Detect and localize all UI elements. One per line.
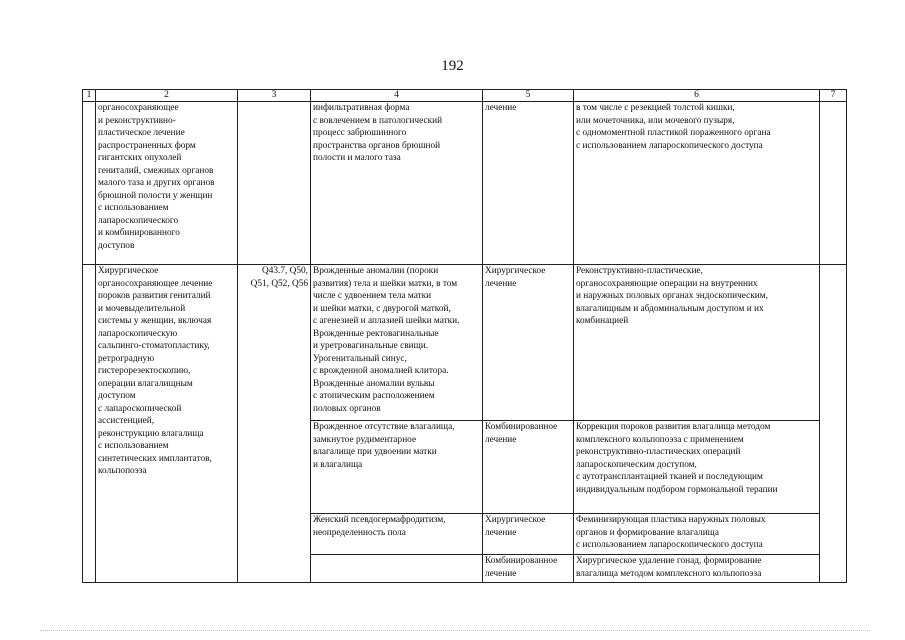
column-number: 7	[820, 90, 847, 102]
page-bottom-divider	[40, 630, 870, 631]
column-number-row	[83, 90, 847, 102]
column-number: 6	[574, 90, 820, 102]
cost-cell	[820, 265, 847, 583]
codes-cell	[238, 102, 311, 265]
treatment-type-cell: Хирургическое лечение	[483, 514, 574, 555]
diagnosis-cell: Врожденное отсутствие влагалища, замкнутое рудиментарное влагалище при удвоении матки и влагалища	[311, 421, 483, 514]
cost-cell	[820, 102, 847, 265]
diagnosis-cell: Женский псевдогермафродитизм, неопределенность пола	[311, 514, 483, 555]
treatment-type-cell: лечение	[483, 102, 574, 265]
treatment-type-cell: Комбинированное лечение	[483, 421, 574, 514]
row-index-cell	[83, 102, 96, 265]
treatment-type-cell: Комбинированное лечение	[483, 555, 574, 583]
row-index-cell	[83, 265, 96, 583]
treatment-cell: Коррекция пороков развития влагалища методом комплексного кольпопоэза с применением реконструктивно-пластических операций лапароскопическим доступом, с аутотрансплантацией тканей и последующим индивидуальным подбором гормональной терапии	[574, 421, 820, 514]
treatment-cell: Реконструктивно-пластические, органосохраняющие операции на внутренних и наружных половых органах эндоскопическим, влагалищным и абдоминальным доступом и их комбинацией	[574, 265, 820, 421]
column-number: 5	[483, 90, 574, 102]
procedures-table	[82, 89, 847, 583]
diagnosis-cell: инфильтративная форма с вовлечением в патологический процесс забрюшинного пространства органов брюшной полости и малого таза	[311, 102, 483, 265]
method-cell: органосохраняющее и реконструктивно- пластическое лечение распространенных форм гигантских опухолей гениталий, смежных органов малого таза и других органов брюшной полости у женщин с использованием лапароскопического и комбинированного доступов	[96, 102, 238, 265]
treatment-cell: в том числе с резекцией толстой кишки, или мочеточника, или мочевого пузыря, с одномоментной пластикой пораженного органа с использованием лапароскопического доступа	[574, 102, 820, 265]
page-number: 192	[441, 58, 464, 74]
column-number: 3	[238, 90, 311, 102]
treatment-cell: Хирургическое удаление гонад, формирование влагалища методом комплексного кольпопоэза	[574, 555, 820, 583]
treatment-cell: Феминизирующая пластика наружных половых органов и формирование влагалища с использованием лапароскопического доступа	[574, 514, 820, 555]
column-number: 4	[311, 90, 483, 102]
codes-cell: Q43.7, Q50, Q51, Q52, Q56	[238, 265, 311, 583]
column-number: 1	[83, 90, 96, 102]
method-cell: Хирургическое органосохраняющее лечение пороков развития гениталий и мочевыделительной системы у женщин, включая лапароскопическую сальпинго-стоматопластику, ретроградную гистерорезектоскопию, операции влагалищным доступом с лапароскопической ассистенцией, реконструкцию влагалища с использованием синтетических имплантатов, кольпопоэза	[96, 265, 238, 583]
table-row	[83, 265, 847, 421]
table-row	[83, 102, 847, 265]
treatment-type-cell: Хирургическое лечение	[483, 265, 574, 421]
diagnosis-cell: Врожденные аномалии (пороки развития) тела и шейки матки, в том числе с удвоением тела матки и шейки матки, с двурогой маткой, с агенезией и аплазией шейки матки. Врожденные ректовагинальные и уретровагинальные свищи. Урогенитальный синус, с врожденной аномалией клитора. Врожденные аномалии вульвы с атопическим расположением половых органов	[311, 265, 483, 421]
diagnosis-cell	[311, 555, 483, 583]
column-number: 2	[96, 90, 238, 102]
